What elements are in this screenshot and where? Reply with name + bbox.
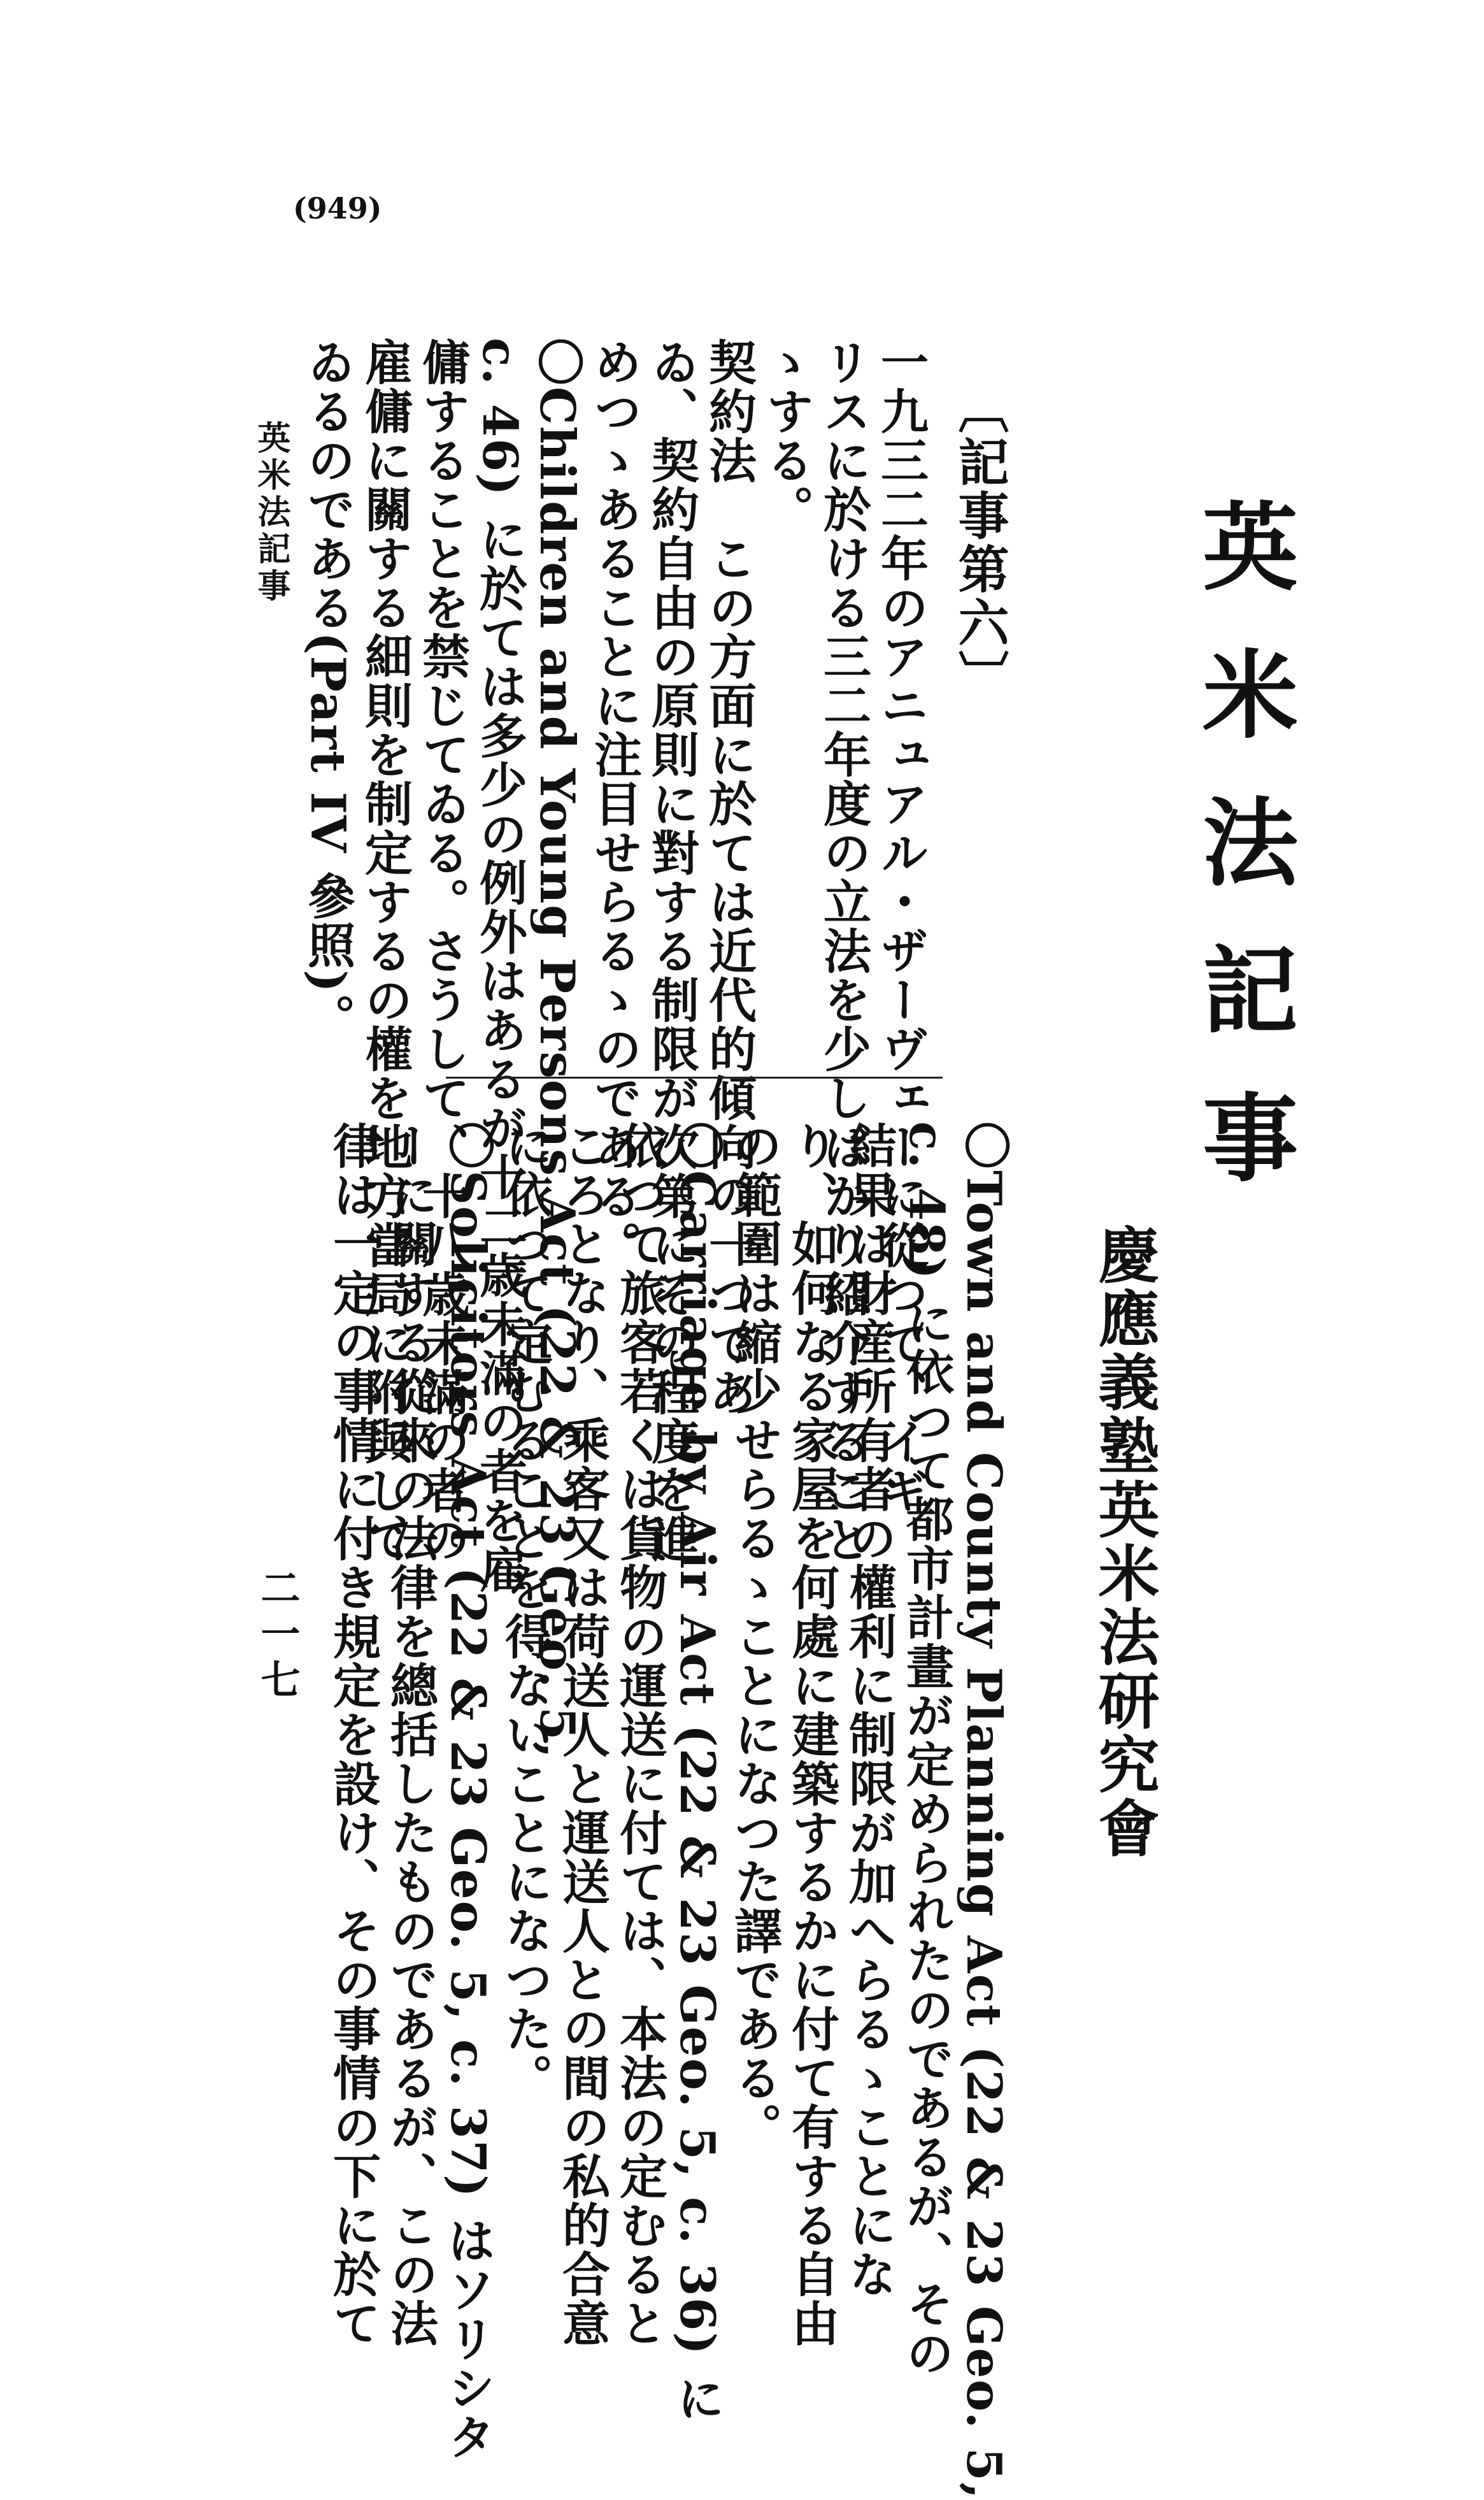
upper-column-5: ゐ、契約自由の原則に對する制限が次第にその程度を進 <box>644 338 700 1564</box>
lower-column-12: 律は一定の事情に付き規定を設け、その事情の下に於て <box>325 1121 382 2348</box>
lower-column-4: り、如何なる家屋を何處に建築するかに付て有する自由 <box>784 1121 840 2348</box>
upper-column-1: 一九三二年のアニュアル・ザーヴェーに從つて、イギ <box>873 338 929 1515</box>
upper-column-3: ゝする。 <box>759 338 815 534</box>
upper-column-10: 雇傭に關する細則を制定するの權を地方當局に附與して <box>357 338 413 1564</box>
lower-column-8: ころとなり、乘客又は荷送人と運送人との間の私的合意 <box>555 1121 611 2348</box>
upper-column-8: c. 46) に於ては多少の例外はあるが十二歳未滿の者を雇 <box>472 338 528 1594</box>
lower-column-1: 〇Town and County Planning Act (22 & 23 Geo. 5, <box>956 1121 1012 2500</box>
upper-column-6: めつゝあることに注目せらるゝのである。 <box>587 338 643 1270</box>
page-number: (949) <box>293 191 382 226</box>
contract-law-label: 契約法 <box>701 338 757 485</box>
folio-number: 二一七 <box>254 1567 301 1705</box>
lower-column-3: 結果は財産所有者の權利に制限が加へらるゝことにな <box>841 1121 897 2299</box>
lower-column-5: の範圍は縮少せらるゝことになつた譯である。 <box>727 1121 783 2152</box>
lower-column-10: 〇Solicitors Act (22 & 23 Geo. 5, c. 37) はソリシタ <box>440 1121 496 2462</box>
upper-column-7: 〇Children and Young Persons Act (22 & 23 Geo. 5, <box>529 338 585 1760</box>
lower-column-7: 依つて旅客若くは貨物の運送に付ては、本法の定むると <box>612 1121 668 2348</box>
lower-column-2: c. 48) に依つて都市計畫が定められたのであるが、その <box>899 1121 955 2378</box>
upper-column-2: リスに於ける三二年度の立法を少しばかり紹介すること <box>816 338 872 1564</box>
upper-column-11: ゐるのである(Part IV 參照)。 <box>300 338 356 1043</box>
article-heading: 〔記事第六〕 <box>950 382 1010 703</box>
lower-column-11: ーに關する從來の法律を總括したものであるが、この法 <box>383 1121 439 2348</box>
running-footer-title: 英米法記事 <box>252 420 290 605</box>
contract-law-text: この方面に於ては近代的傾向の一つであ <box>701 534 757 1417</box>
contract-law-gap <box>701 485 757 534</box>
main-title: 英米法記事 <box>1186 497 1298 1236</box>
society-name: 慶應義塾英米法研究會 <box>1088 1223 1160 1860</box>
lower-column-9: に依つて定むることを得ないことになつた。 <box>497 1121 553 2102</box>
upper-column-9: 傭することを禁じてゐる。さうして、十八歳未滿の者の <box>415 338 471 1564</box>
lower-column-6: 〇Carriage by Air Act (22 & 23 Geo. 5, c. 36) に <box>669 1121 725 2423</box>
section-divider <box>446 1077 943 1079</box>
